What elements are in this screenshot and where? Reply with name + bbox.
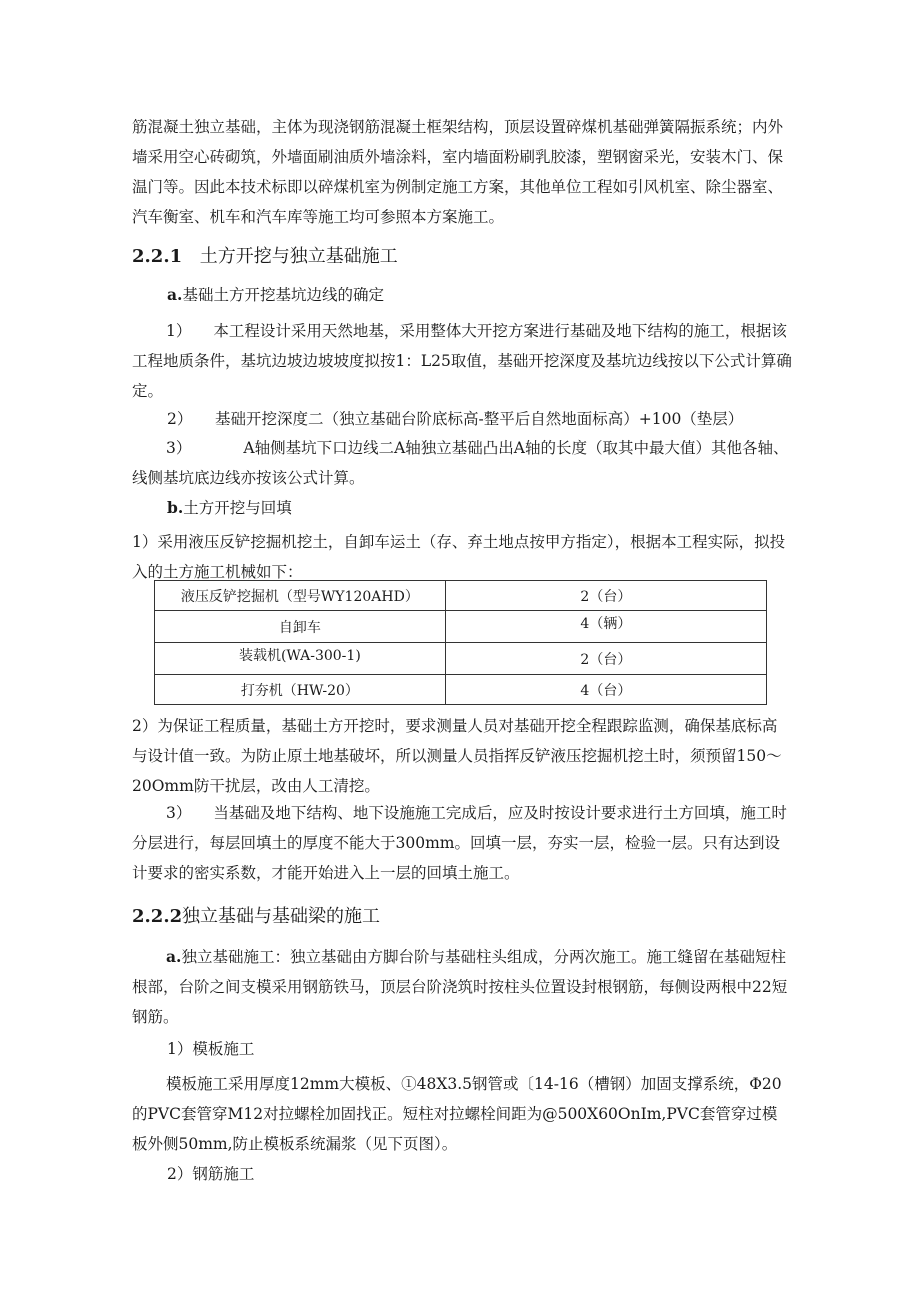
item-formwork-heading: 1）模板施工 <box>167 1040 255 1058</box>
table-cell-qty: 2（台） <box>445 643 766 675</box>
item-text: 本工程设计采用天然地基，采用整体大开挖方案进行基础及地下结构的施工，根据该工程地质条件，基坑边坡边坡坡度拟按1：L25取值，基础开挖深度及基坑边线按以下公式计算确定。 <box>132 322 792 400</box>
table-row <box>155 643 767 675</box>
item-text: A轴侧基坑下口边线二A轴独立基础凸出A轴的长度（取其中最大值）其他各轴、线侧基坑底边线亦按该公式计算。 <box>132 439 789 487</box>
section-number: 2.2.2 <box>132 906 183 927</box>
subsection-b-heading <box>167 496 292 520</box>
item-marker: 1） <box>166 322 192 340</box>
item-text: 当基础及地下结构、地下设施施工完成后，应及时按设计要求进行土方回填，施工时分层进行，每层回填土的厚度不能大于300mm。回填一层，夯实一层，检验一层。只有达到设计要求的密实系数，才能开始进入上一层的回填土施工。 <box>132 804 787 882</box>
section-title: 独立基础与基础梁的施工 <box>182 906 380 927</box>
table-cell-name: 打夯机（HW-20） <box>155 675 446 705</box>
item-marker: 2） <box>167 410 193 428</box>
item-marker: 3） <box>166 804 192 822</box>
item-text: 基础开挖深度二（独立基础台阶底标高-整平后自然地面标高）+100（垫层） <box>215 410 744 428</box>
section-heading-2-2-1 <box>132 242 398 268</box>
item-a3-paragraph <box>132 433 792 493</box>
subsection-title: 基础土方开挖基坑边线的确定 <box>182 286 384 304</box>
section-heading-2-2-2 <box>132 902 380 928</box>
subsection-222a-paragraph <box>132 942 792 1032</box>
item-a1-paragraph <box>132 316 792 406</box>
paragraph-b2: 2）为保证工程质量，基础土方开挖时，要求测量人员对基础开挖全程跟踪监测，确保基底标高与设计值一致。为防止原土地基破坏，所以测量人员指挥反铲液压挖掘机挖土时，须预留150～20Omm防干扰层，改由人工清挖。 <box>132 717 782 795</box>
subsection-marker: a. <box>167 285 183 304</box>
item-rebar-heading: 2）钢筋施工 <box>167 1165 255 1183</box>
subsection-text: 独立基础施工：独立基础由方脚台阶与基础柱头组成，分两次施工。施工缝留在基础短柱根部，台阶之间支模采用钢筋铁马，顶层台阶浇筑时按柱头位置设封根钢筋，每侧设两根中22短钢筋。 <box>132 948 788 1026</box>
section-title: 土方开挖与独立基础施工 <box>199 246 398 267</box>
paragraph-b1: 1）采用液压反铲挖掘机挖土，自卸车运土（存、弃土地点按甲方指定），根据本工程实际，拟投入的土方施工机械如下： <box>132 533 786 581</box>
table-cell-name: 装载机(WA-300-1) <box>155 643 446 675</box>
equipment-table <box>154 580 767 705</box>
table-cell-qty: 4（台） <box>445 675 766 705</box>
subsection-marker: a. <box>166 947 182 966</box>
table-cell-qty: 2（台） <box>445 581 766 611</box>
table-row <box>155 675 767 705</box>
table-row <box>155 581 767 611</box>
subsection-title: 土方开挖与回填 <box>183 499 292 517</box>
item-a2-paragraph <box>167 404 743 434</box>
table-row <box>155 611 767 643</box>
intro-paragraph: 筋混凝土独立基础，主体为现浇钢筋混凝土框架结构，顶层设置碎煤机基础弹簧隔振系统；内外墙采用空心砖砌筑，外墙面刷油质外墙涂料，室内墙面粉刷乳胶漆，塑钢窗采光，安装木门、保温门等。因此本技术标即以碎煤机室为例制定施工方案，其他单位工程如引风机室、除尘器室、汽车衡室、机车和汽车库等施工均可参照本方案施工。 <box>132 118 784 226</box>
section-number: 2.2.1 <box>132 246 183 267</box>
subsection-a-heading <box>167 283 384 307</box>
table-cell-name: 自卸车 <box>155 611 446 643</box>
item-marker: 3） <box>166 439 192 457</box>
subsection-marker: b. <box>167 498 184 517</box>
item-b3-paragraph <box>132 798 792 888</box>
table-cell-name: 液压反铲挖掘机（型号WY120AHD） <box>155 581 446 611</box>
table-cell-qty: 4（辆） <box>445 611 766 643</box>
formwork-paragraph: 模板施工采用厚度12mm大模板、①48X3.5钢管或〔14-16（槽钢）加固支撑系统，Φ20的PVC套管穿M12对拉螺栓加固找正。短柱对拉螺栓间距为@500X60OnIm,PVC套管穿过模板外侧50mm,防止模板系统漏浆（见下页图）。 <box>132 1075 782 1153</box>
